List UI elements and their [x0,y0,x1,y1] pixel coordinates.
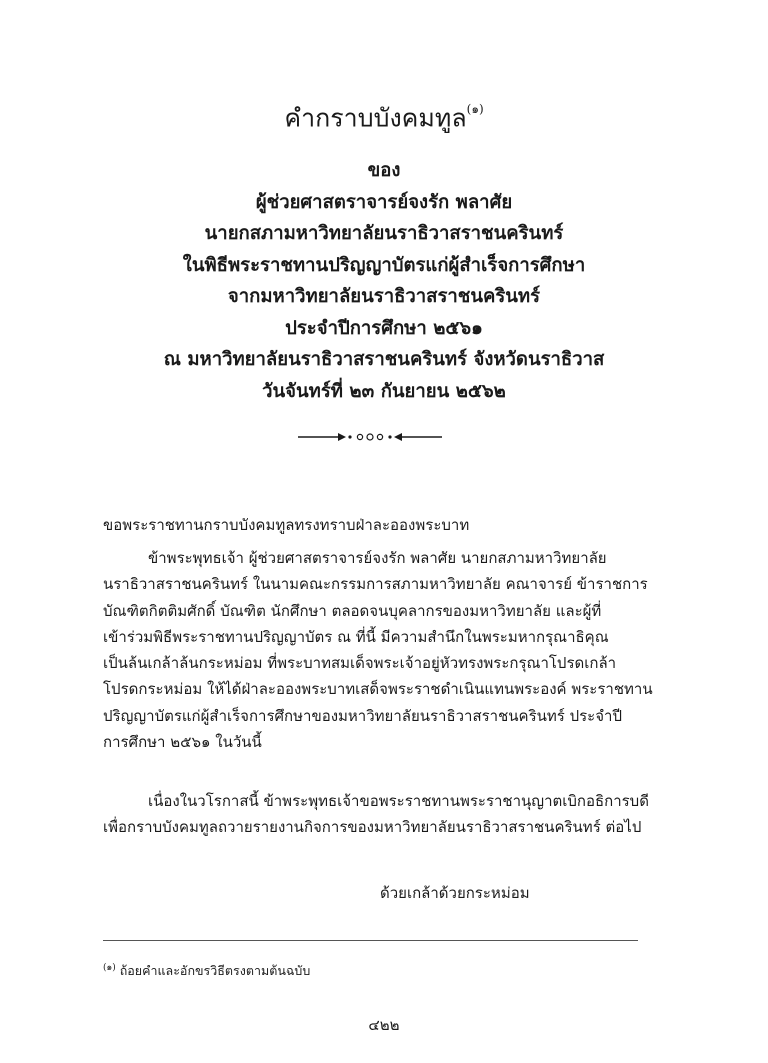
paragraph-line: เพื่อกราบบังคมทูลถวายรายงานกิจการของมหาวิทยาลัยนราธิวาสราชนครินทร์ ต่อไป [103,818,642,837]
footnote-divider [103,940,638,941]
header-line: จากมหาวิทยาลัยนราธิวาสราชนครินทร์ [227,286,541,307]
paragraph-line: โปรดกระหม่อม ให้ได้ฝ่าละอองพระบาทเสด็จพระราชดำเนินแทนพระองค์ พระราชทาน [103,680,653,699]
page-title [0,96,768,135]
paragraph-line: ข้าพระพุทธเจ้า ผู้ช่วยศาสตราจารย์จงรัก พลาศัย นายกสภามหาวิทยาลัย [148,549,607,567]
body-paragraph-1 [103,545,653,755]
footnote [103,958,310,981]
paragraph-line: ปริญญาบัตรแก่ผู้สำเร็จการศึกษาของมหาวิทยาลัยนราธิวาสราชนครินทร์ ประจำปี [103,706,622,725]
header-line: นายกสภามหาวิทยาลัยนราธิวาสราชนครินทร์ [204,223,564,244]
page-number: ๔๒๒ [368,1016,400,1034]
header-line: ในพิธีพระราชทานปริญญาบัตรแก่ผู้สำเร็จการศึกษา [182,254,586,276]
salutation: ขอพระราชทานกราบบังคมทูลทรงทราบฝ่าละอองพระบาท [103,516,470,534]
paragraph-line: เนื่องในวโรกาสนี้ ข้าพระพุทธเจ้าขอพระราชทานพระราชานุญาตเบิกอธิการบดี [148,792,649,810]
ornament-divider [290,430,450,444]
header-block [0,155,768,407]
closing-line: ด้วยเกล้าด้วยกระหม่อม [380,884,530,902]
title-footnote-mark: (๑) [466,102,484,116]
header-line: ประจำปีการศึกษา ๒๕๖๑ [285,317,483,339]
paragraph-line: การศึกษา ๒๕๖๑ ในวันนี้ [103,733,262,752]
paragraph-line: เป็นล้นเกล้าล้นกระหม่อม ที่พระบาทสมเด็จพระเจ้าอยู่หัวทรงพระกรุณาโปรดเกล้า [103,654,617,673]
footnote-text: ถ้อยคำและอักขรวิธีตรงตามต้นฉบับ [115,963,311,979]
title-text: คำกราบบังคมทูล [284,103,467,133]
body-paragraph-2 [103,788,649,841]
header-line: วันจันทร์ที่ ๒๓ กันยายน ๒๕๖๒ [262,380,506,402]
paragraph-line: นราธิวาสราชนครินทร์ ในนามคณะกรรมการสภามหาวิทยาลัย คณาจารย์ ข้าราชการ [103,575,648,594]
header-line: ผู้ช่วยศาสตราจารย์จงรัก พลาศัย [255,191,513,213]
header-line: ณ มหาวิทยาลัยนราธิวาสราชนครินทร์ จังหวัดนราธิวาส [163,349,605,370]
header-line: ของ [367,160,401,181]
paragraph-line: เข้าร่วมพิธีพระราชทานปริญญาบัตร ณ ที่นี้ มีความสำนึกในพระมหากรุณาธิคุณ [103,627,609,646]
paragraph-line: บัณฑิตกิตติมศักดิ์ บัณฑิต นักศึกษา ตลอดจนบุคลากรของมหาวิทยาลัย และผู้ที่ [103,601,602,620]
footnote-mark: (๑) [103,963,116,973]
